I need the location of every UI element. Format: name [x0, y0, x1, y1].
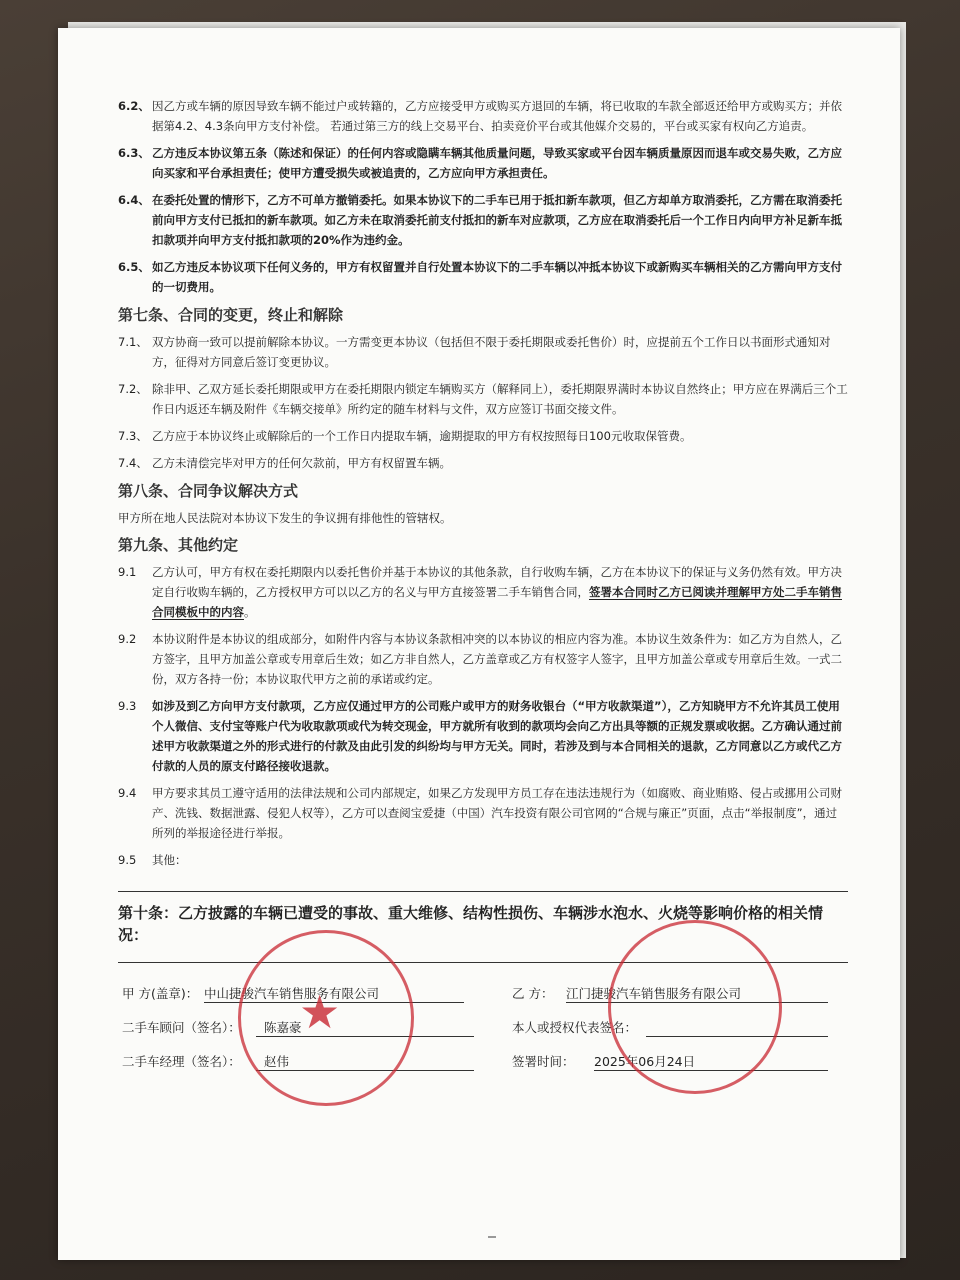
party-b-field[interactable]: 江门捷骏汽车销售服务有限公司 — [566, 984, 828, 1003]
clause-text: 双方协商一致可以提前解除本协议。一方需变更本协议（包括但不限于委托期限或委托售价）时，应提前五个工作日以书面形式通知对方，征得对方同意后签订变更协议。 — [152, 335, 831, 369]
clause-number: 6.2、 — [118, 99, 150, 113]
clause-6-3 — [118, 143, 848, 183]
clause-7-1 — [118, 332, 848, 372]
section-10-title: 第十条：乙方披露的车辆已遭受的事故、重大维修、结构性损伤、车辆涉水泡水、火烧等影响价格的相关情况： — [118, 904, 824, 944]
clause-text: 其他： — [152, 853, 187, 867]
contract-content — [118, 96, 848, 963]
manager-label: 二手车经理（签名）： — [122, 1054, 241, 1069]
clause-text: 本协议附件是本协议的组成部分，如附件内容与本协议条款相冲突的以本协议的相应内容为准。本协议生效条件为：如乙方为自然人，乙方签字，且甲方加盖公章或专用章后生效；如乙方非自然人，乙方盖章或乙方有权签字人签字，且甲方加盖公章或专用章后生效。一式二份，双方各持一份；本协议取代甲方之前的承诺或约定。 — [152, 632, 842, 686]
clause-text: 除非甲、乙双方延长委托期限或甲方在委托期限内锁定车辆购买方（解释同上），委托期限界满时本协议自然终止；甲方应在界满后三个工作日内返还车辆及附件《车辆交接单》所约定的随车材料与文件，双方应签订书面交接文件。 — [152, 382, 848, 416]
clause-text: 如乙方违反本协议项下任何义务的，甲方有权留置并自行处置本协议下的二手车辆以冲抵本协议下或新购买车辆相关的乙方需向甲方支付的一切费用。 — [152, 260, 842, 294]
party-b-label: 乙 方： — [512, 986, 554, 1001]
section-9-title: 第九条、其他约定 — [118, 536, 239, 554]
clause-9-4 — [118, 783, 848, 843]
clause-number: 9.4 — [118, 786, 137, 800]
clause-number: 6.3、 — [118, 146, 150, 160]
clause-number: 9.2 — [118, 632, 137, 646]
clause-9-1-underlined: 签署本合同时乙方已阅读并理解甲方处二手车销售合同模板中的内容 — [152, 585, 842, 619]
clause-number: 9.1 — [118, 565, 137, 579]
left-company-seal — [238, 930, 414, 1106]
date-label: 签署时间： — [512, 1054, 575, 1069]
clause-7-2 — [118, 379, 848, 419]
clause-6-5 — [118, 257, 848, 297]
section-7-title: 第七条、合同的变更，终止和解除 — [118, 306, 344, 324]
right-company-seal — [608, 920, 782, 1094]
section-8-title: 第八条、合同争议解决方式 — [118, 482, 299, 500]
contract-page — [58, 28, 900, 1260]
clause-7-3 — [118, 426, 848, 446]
blank-line — [118, 877, 848, 892]
clause-text: 因乙方或车辆的原因导致车辆不能过户或转籍的，乙方应接受甲方或购买方退回的车辆，将已收取的车款全部返还给甲方或购买方；并依据第4.2、4.3条向甲方支付补偿。 若通过第三方的线上交易平台、拍卖竞价平台或其他媒介交易的，平台或买家有权向乙方追责。 — [152, 99, 842, 133]
advisor-row — [122, 1018, 302, 1036]
clause-number: 9.3 — [118, 699, 137, 713]
manager-row — [122, 1052, 290, 1070]
clause-number: 7.3、 — [118, 429, 148, 443]
seal-star-icon: ★ — [299, 985, 341, 1039]
clause-text: 如涉及到乙方向甲方支付款项，乙方应仅通过甲方的公司账户或甲方的财务收银台（“甲方收款渠道”），乙方知晓甲方不允许其员工使用个人微信、支付宝等账户代为收取款项或代为转交现金，甲方就所有收到的款项均会向乙方出具等额的正规发票或收据。乙方确认通过前述甲方收款渠道之外的形式进行的付款及由此引发的纠纷均与甲方无关。同时，若涉及到与本合同相关的退款，乙方同意以乙方或代乙方付款的人员的原支付路径接收退款。 — [152, 699, 842, 773]
clause-9-1 — [118, 562, 848, 622]
clause-number: 7.1、 — [118, 335, 148, 349]
party-a-row — [122, 984, 380, 1002]
clause-text: 在委托处置的情形下，乙方不可单方撤销委托。如果本协议下的二手车已用于抵扣新车款项，但乙方却单方取消委托，乙方需在取消委托前向甲方支付已抵扣的新车款项。如乙方未在取消委托前支付抵扣的新车对应款项，乙方应在取消委托后一个工作日内向甲方补足新车抵扣款项并向甲方支付抵扣款项的20%作为违约金。 — [152, 193, 842, 247]
advisor-label: 二手车顾问（签名）： — [122, 1020, 241, 1035]
clause-9-1-body: 乙方认可，甲方有权在委托期限内以委托售价并基于本协议的其他条款，自行收购车辆，乙方在本协议下的保证与义务仍然有效。甲方决定自行收购车辆的，乙方授权甲方可以以乙方的名义与甲方直接签署二手车销售合同， — [152, 565, 842, 599]
clause-9-1-end: 。 — [244, 605, 256, 619]
party-b-row — [512, 984, 742, 1002]
section-8-text: 甲方所在地人民法院对本协议下发生的争议拥有排他性的管辖权。 — [118, 511, 452, 525]
clause-text: 甲方要求其员工遵守适用的法律法规和公司内部规定，如果乙方发现甲方员工存在违法违规行为（如腐败、商业贿赂、侵占或挪用公司财产、洗钱、数据泄露、侵犯人权等），乙方可以查阅宝爱捷（中国）汽车投资有限公司官网的“合规与廉正”页面，点击“举报制度”，通过所列的举报途径进行举报。 — [152, 786, 842, 840]
advisor-signature-field[interactable]: 陈嘉豪 — [256, 1018, 474, 1037]
clause-number: 9.5 — [118, 853, 137, 867]
date-row — [512, 1052, 696, 1070]
clause-number: 7.4、 — [118, 456, 148, 470]
clause-9-3 — [118, 696, 848, 776]
party-a-field[interactable]: 中山捷骏汽车销售服务有限公司 — [204, 984, 464, 1003]
clause-6-2 — [118, 96, 848, 136]
clause-text — [152, 562, 848, 622]
clause-text: 乙方违反本协议第五条（陈述和保证）的任何内容或隐瞒车辆其他质量问题，导致买家或平台因车辆质量原因而退车或交易失败，乙方应向买家和平台承担责任；使甲方遭受损失或被追责的，乙方应向甲方承担责任。 — [152, 146, 842, 180]
clause-9-2 — [118, 629, 848, 689]
manager-signature-field[interactable]: 赵伟 — [256, 1052, 474, 1071]
page-mark — [488, 1236, 496, 1238]
party-a-label: 甲 方(盖章)： — [122, 986, 199, 1001]
rep-label: 本人或授权代表签名： — [512, 1020, 638, 1035]
clause-7-4 — [118, 453, 848, 473]
clause-9-5 — [118, 850, 848, 870]
clause-number: 6.4、 — [118, 193, 150, 207]
clause-text: 乙方应于本协议终止或解除后的一个工作日内提取车辆，逾期提取的甲方有权按照每日100元收取保管费。 — [152, 429, 692, 443]
clause-number: 6.5、 — [118, 260, 150, 274]
clause-number: 7.2、 — [118, 382, 148, 396]
clause-6-4 — [118, 190, 848, 250]
date-field[interactable]: 2025年06月24日 — [594, 1052, 828, 1071]
clause-text: 乙方未清偿完毕对甲方的任何欠款前，甲方有权留置车辆。 — [152, 456, 451, 470]
